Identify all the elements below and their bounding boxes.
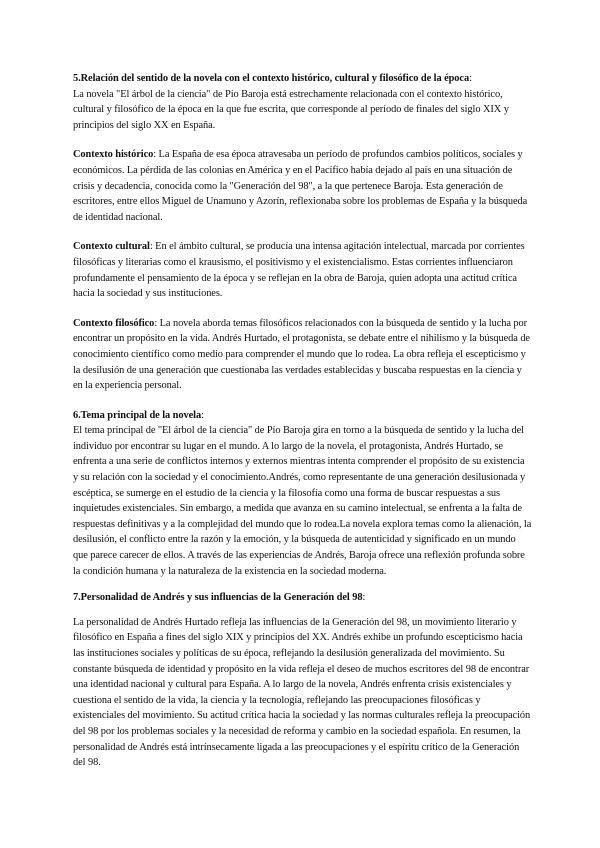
section5-heading-colon: :: [469, 73, 472, 84]
section5-intro: La novela "El árbol de la ciencia" de Pío Baroja está estrechamente relacionada con el contexto histórico, cultural y filosófico de la época en la que fue escrita, que corresponde al período de finales del siglo XIX y principios del siglo XX en España.: [73, 88, 509, 131]
section7-heading-title: 7.Personalidad de Andrés y sus influencias de la Generación del 98: [73, 592, 363, 604]
context-historico-text: : La España de esa época atravesaba un período de profundos cambios políticos, sociales y económicos. La pérdida de las colonias en América y en el Pacífico había dejado al país en una situación de crisis y decadencia, conocida como la "Generación del 98", a la que pertenece Baroja. Esta generación de escritores, entre ellos Miguel de Unamuno y Azorín, reflexionaba sobre los problemas de España y la búsqueda de identidad nacional.: [73, 149, 528, 223]
section7-heading: [73, 590, 532, 606]
context-historico-label: Contexto histórico: [73, 149, 154, 161]
context-filosofico-label: Contexto filosófico: [73, 317, 155, 329]
section5-heading-title: 5.Relación del sentido de la novela con el contexto histórico, cultural y filosófico de la época: [73, 73, 470, 84]
section6-heading: [73, 408, 532, 424]
section6-text: El tema principal de "El árbol de la ciencia" de Pío Baroja gira en torno a la búsqueda de sentido y la lucha del individuo por encontrar su lugar en el mundo. A lo largo de la novela, el protagonista, Andrés Hurtado, se enfrenta a una serie de conflictos internos y externos mientras intenta comprender el propósito de su existencia y su relación con la sociedad y el conocimiento.Andrés, como representante de una generación desilusionada y escéptica, se sumerge en el estudio de la ciencia y la filosofía como una forma de buscar respuestas a sus inquietudes existenciales. Sin embargo, a medida que avanza en su camino intelectual, se enfrenta a la falta de respuestas definitivas y a la complejidad del mundo que lo rodea.La novela explora temas como la alienación, la desilusión, el conflicto entre la razón y la emoción, y la búsqueda de autenticidad y significado en un mundo que parece carecer de ellos. A través de las experiencias de Andrés, Baroja ofrece una reflexión profunda sobre la condición humana y la naturaleza de la existencia en la sociedad moderna.: [73, 425, 532, 577]
section5-heading: [73, 71, 532, 87]
section7-text: La personalidad de Andrés Hurtado refleja las influencias de la Generación del 98, un movimiento literario y filosófico en España a fines del siglo XIX y principios del XX. Andrés exhibe un profundo escepticismo hacia las instituciones sociales y políticas de su época, reflejando la desilusión generalizada del movimiento. Su constante búsqueda de identidad y propósito en la vida refleja el deseo de muchos escritores del 98 de encontrar una identidad nacional y cultural para España. A lo largo de la novela, Andrés enfrenta crisis existenciales y cuestiona el sentido de la vida, la ciencia y la tecnología, reflejando las preocupaciones filosóficas y existenciales del movimiento. Su actitud crítica hacia la sociedad y las normas culturales refleja la preocupación del 98 por los problemas sociales y la necesidad de reforma y cambio en la sociedad española. En resumen, la personalidad de Andrés está intrínsecamente ligada a las preocupaciones y el espíritu crítico de la Generación del 98.: [73, 616, 531, 769]
section7-heading-colon: :: [362, 592, 366, 604]
context-historico-paragraph: [73, 147, 532, 225]
context-cultural-text: : En el ámbito cultural, se producía una intensa agitación intelectual, marcada por corrientes filosóficas y literarias como el krausismo, el positivismo y el existencialismo. Estas corrientes influenciaron profundamente el pensamiento de la época y se reflejan en la obra de Baroja, quien adopta una actitud crítica hacia la sociedad y sus instituciones.: [73, 241, 525, 300]
section6-heading-colon: :: [201, 409, 204, 421]
context-cultural-paragraph: [73, 239, 532, 301]
context-cultural-label: Contexto cultural: [73, 241, 150, 253]
context-filosofico-text: : La novela aborda temas filosóficos relacionados con la búsqueda de sentido y la lucha por encontrar un propósito en la vida. Andrés Hurtado, el protagonista, se debate entre el nihilismo y la búsqueda de conocimiento científico como medio para comprender el mundo que lo rodea. La obra refleja el escepticismo y la desilusión de una generación que cuestionaba las verdades establecidas y buscaba respuestas en la ciencia y en la experiencia personal.: [73, 317, 530, 392]
section6-heading-title: 6.Tema principal de la novela: [73, 409, 202, 421]
context-filosofico-paragraph: [73, 316, 532, 394]
